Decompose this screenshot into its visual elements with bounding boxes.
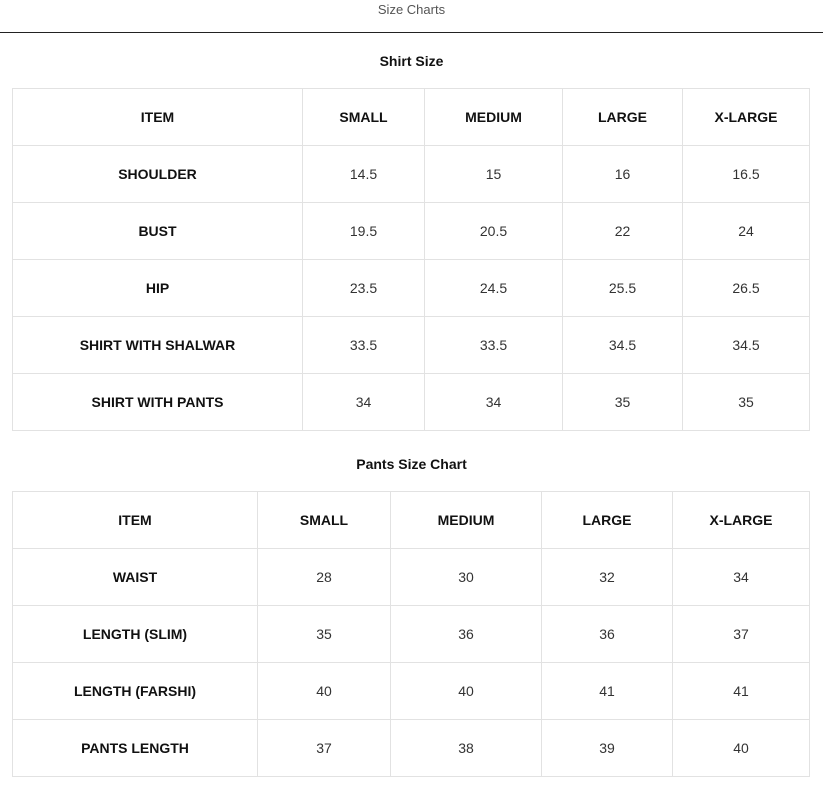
table-cell: 35 xyxy=(683,374,810,431)
row-label: SHOULDER xyxy=(13,146,303,203)
column-header: SMALL xyxy=(303,89,425,146)
table-cell: 15 xyxy=(425,146,563,203)
page-header xyxy=(0,0,823,33)
table-cell: 22 xyxy=(563,203,683,260)
shirt-size-table-body xyxy=(13,89,810,431)
table-cell: 24 xyxy=(683,203,810,260)
table-cell: 26.5 xyxy=(683,260,810,317)
table-cell: 20.5 xyxy=(425,203,563,260)
column-header: ITEM xyxy=(13,89,303,146)
table-row xyxy=(13,146,810,203)
table-cell: 37 xyxy=(258,720,391,777)
table-row xyxy=(13,549,810,606)
row-label: WAIST xyxy=(13,549,258,606)
row-label: LENGTH (FARSHI) xyxy=(13,663,258,720)
table-cell: 16 xyxy=(563,146,683,203)
pants-size-table-body xyxy=(13,492,810,777)
row-label: SHIRT WITH SHALWAR xyxy=(13,317,303,374)
table-cell: 24.5 xyxy=(425,260,563,317)
table-header-row xyxy=(13,89,810,146)
row-label: PANTS LENGTH xyxy=(13,720,258,777)
table-cell: 16.5 xyxy=(683,146,810,203)
pants-size-chart-title: Pants Size Chart xyxy=(356,456,467,472)
table-cell: 33.5 xyxy=(303,317,425,374)
shirt-size-table xyxy=(12,88,810,431)
table-cell: 30 xyxy=(391,549,542,606)
table-cell: 34.5 xyxy=(563,317,683,374)
column-header: LARGE xyxy=(563,89,683,146)
table-cell: 34 xyxy=(425,374,563,431)
page-title: Size Charts xyxy=(377,2,446,17)
table-cell: 28 xyxy=(258,549,391,606)
table-cell: 19.5 xyxy=(303,203,425,260)
table-row xyxy=(13,663,810,720)
table-cell: 40 xyxy=(258,663,391,720)
column-header: X-LARGE xyxy=(673,492,810,549)
table-cell: 33.5 xyxy=(425,317,563,374)
table-row xyxy=(13,260,810,317)
column-header: X-LARGE xyxy=(683,89,810,146)
column-header: SMALL xyxy=(258,492,391,549)
table-cell: 23.5 xyxy=(303,260,425,317)
table-cell: 37 xyxy=(673,606,810,663)
row-label: BUST xyxy=(13,203,303,260)
table-cell: 34.5 xyxy=(683,317,810,374)
table-cell: 41 xyxy=(542,663,673,720)
table-cell: 14.5 xyxy=(303,146,425,203)
pants-size-table xyxy=(12,491,810,777)
table-cell: 38 xyxy=(391,720,542,777)
table-cell: 36 xyxy=(391,606,542,663)
table-cell: 36 xyxy=(542,606,673,663)
row-label: SHIRT WITH PANTS xyxy=(13,374,303,431)
table-cell: 32 xyxy=(542,549,673,606)
table-cell: 25.5 xyxy=(563,260,683,317)
column-header: ITEM xyxy=(13,492,258,549)
table-header-row xyxy=(13,492,810,549)
row-label: LENGTH (SLIM) xyxy=(13,606,258,663)
table-row xyxy=(13,720,810,777)
table-cell: 39 xyxy=(542,720,673,777)
table-cell: 35 xyxy=(258,606,391,663)
table-row xyxy=(13,606,810,663)
column-header: MEDIUM xyxy=(391,492,542,549)
column-header: MEDIUM xyxy=(425,89,563,146)
table-cell: 41 xyxy=(673,663,810,720)
table-cell: 40 xyxy=(391,663,542,720)
row-label: HIP xyxy=(13,260,303,317)
table-row xyxy=(13,317,810,374)
table-cell: 34 xyxy=(673,549,810,606)
table-cell: 40 xyxy=(673,720,810,777)
table-row xyxy=(13,374,810,431)
table-row xyxy=(13,203,810,260)
column-header: LARGE xyxy=(542,492,673,549)
shirt-size-title: Shirt Size xyxy=(379,53,444,69)
table-cell: 34 xyxy=(303,374,425,431)
table-cell: 35 xyxy=(563,374,683,431)
